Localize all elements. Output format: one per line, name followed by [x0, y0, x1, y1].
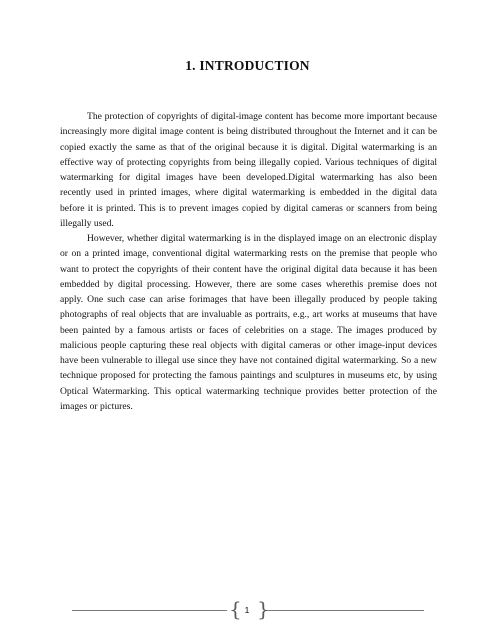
footer-rule-left: [72, 610, 227, 611]
body-text: [60, 109, 437, 414]
page-number: 1: [244, 605, 250, 615]
footer-rule-right: [267, 610, 424, 611]
page-footer: [72, 597, 424, 622]
section-heading: 1. INTRODUCTION: [185, 58, 310, 73]
paragraph-1: The protection of copyrights of digital-image content has become more important because increasingly more digital image content is being distributed throughout the Internet and it can be copied exactly the same as that of the original because it is digital. Digital watermarking is an effective way of protecting copyrights from being illegally copied. Various techniques of digital watermarking for digital images have been developed.Digital watermarking has also been recently used in printed images, where digital watermarking is embedded in the digital data before it is printed. This is to prevent images copied by digital cameras or scanners from being illegally used.: [60, 111, 437, 229]
right-bracket-icon: }: [257, 597, 270, 621]
left-bracket-icon: {: [229, 597, 242, 621]
paragraph-2: However, whether digital watermarking is in the displayed image on an electronic display or on a printed image, conventional digital watermarking rests on the premise that people who want to protect the copyrights of their content have the original digital data because it has been embedded by digital processing. However, there are some cases wherethis premise does not apply. One such case can arise forimages that have been illegally produced by people taking photographs of real objects that are invaluable as portraits, e.g., art works at museums that have been painted by a famous artists or faces of celebrities on a stage. The images produced by malicious people capturing these real objects with digital cameras or other image-input devices have been vulnerable to illegal use since they have not contained digital watermarking. So a new technique proposed for protecting the famous paintings and sculptures in museums etc, by using Optical Watermarking. This optical watermarking technique provides better protection of the images or pictures.: [60, 233, 437, 412]
